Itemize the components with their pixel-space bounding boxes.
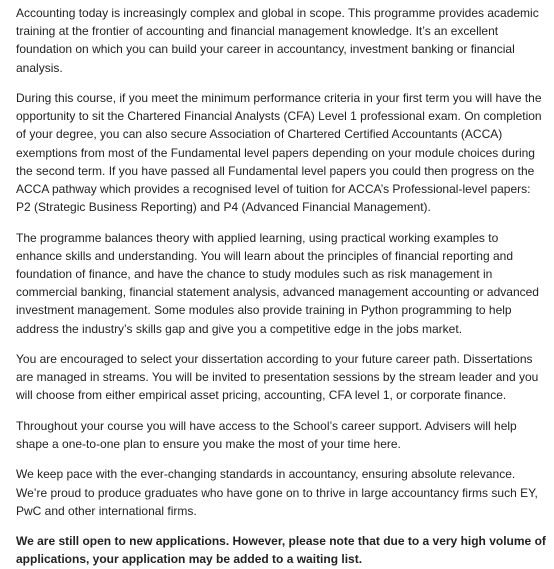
paragraph-cfa-acca: During this course, if you meet the minimum performance criteria in your first term you will have the opportunity to sit the Chartered Financial Analysts (CFA) Level 1 professional exam. On completion of your degree, you can also secure Association of Chartered Certified Accountants (ACCA) exemptions from most of the Fundamental level papers depending on your module choices during the second term. If you have passed all Fundamental level papers you could then progress on the ACCA pathway which provides a recognised level of tuition for ACCA’s Professional-level papers: P2 (Strategic Business Reporting) and P4 (Advanced Financial Management). [16, 91, 542, 215]
applications-notice: We are still open to new applications. However, please note that due to a very high volume of applications, your application may be added to a waiting list. [16, 534, 546, 567]
article-body [16, 4, 546, 569]
paragraph-intro: Accounting today is increasingly complex and global in scope. This programme provides academic training at the frontier of accounting and financial management knowledge. It’s an excellent foundation on which you can build your career in accountancy, investment banking or financial analysis. [16, 6, 539, 75]
paragraph-theory: The programme balances theory with applied learning, using practical working examples to enhance skills and understanding. You will learn about the principles of financial reporting and foundation of finance, and have the chance to study modules such as risk management in commercial banking, financial statement analysis, advanced management accounting or advanced investment management. Some modules also provide training in Python programming to help address the industry’s skills gap and give you a competitive edge in the jobs market. [16, 230, 539, 336]
paragraph-career-support: Throughout your course you will have access to the School’s career support. Advisers will help shape a one-to-one plan to ensure you make the most of your time here. [16, 418, 517, 452]
paragraph-standards: We keep pace with the ever-changing standards in accountancy, ensuring absolute relevance. We’re proud to produce graduates who have gone on to thrive in large accountancy firms such EY, PwC and other international firms. [16, 467, 538, 518]
paragraph-dissertation: You are encouraged to select your dissertation according to your future career path. Dissertations are managed in streams. You will be invited to presentation sessions by the stream leader and you will choose from either empirical asset pricing, accounting, CFA level 1, or corporate finance. [16, 352, 539, 403]
